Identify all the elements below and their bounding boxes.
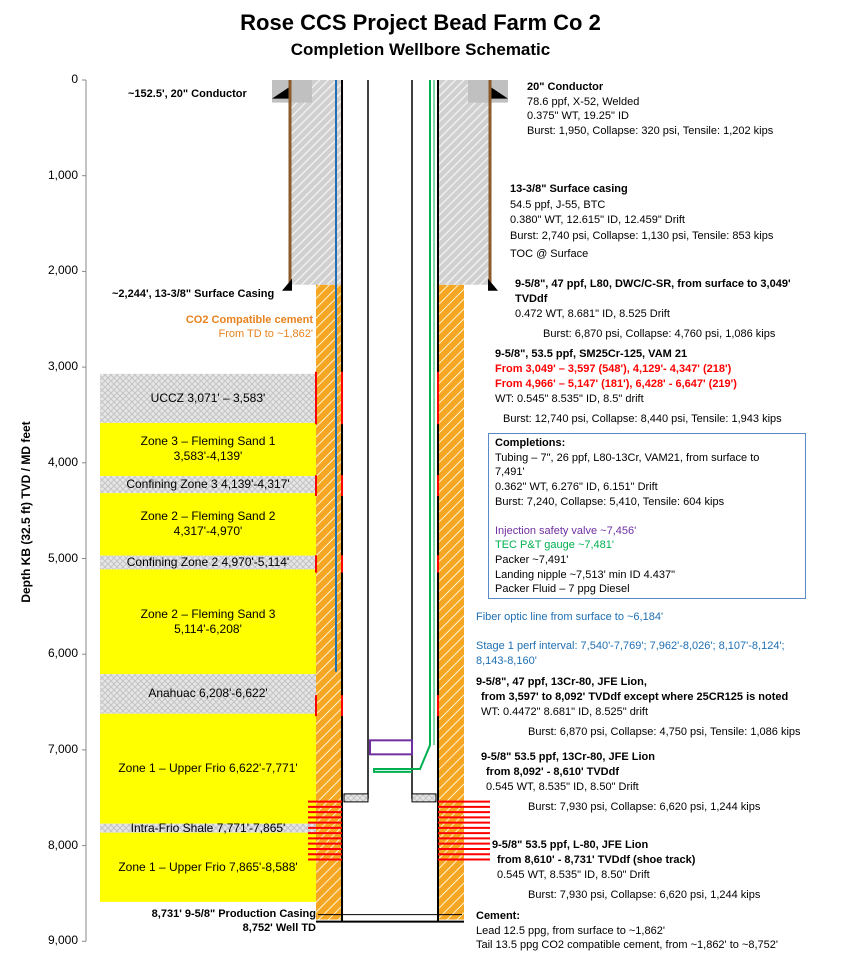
completions-title: Completions: [495, 437, 566, 449]
casing-13cr-53-line: 0.545 WT, 8.535" ID, 8.50" Drift [486, 781, 639, 793]
diagram-title: Rose CCS Project Bead Farm Co 2 [240, 10, 601, 35]
perf-interval-line: 8,143-8,160' [476, 654, 537, 667]
surface-casing-spec-line: 0.380" WT, 12.615" ID, 12.459" Drift [510, 214, 685, 226]
casing-l80-title: 9-5/8" 53.5 ppf, L-80, JFE Lion [492, 839, 649, 851]
casing-13cr-53-range: from 8,092' - 8,610' TVDdf [486, 766, 619, 778]
lead-cement-left [290, 80, 342, 285]
casing-47ppf-line: 0.472 WT, 8.681" ID, 8.525 Drift [515, 308, 670, 320]
casing-47ppf-title: 9-5/8", 47 ppf, L80, DWC/C-SR, from surface to 3,049' [515, 278, 791, 290]
surface-casing-spec-title: 13-3/8" Surface casing [510, 183, 628, 195]
conductor-left [272, 80, 312, 103]
casing-47ppf-burst: Burst: 6,870 psi, Collapse: 4,760 psi, 1,086 kips [543, 328, 776, 340]
perf-interval-label [476, 639, 785, 668]
casing-13cr-53-title: 9-5/8" 53.5 ppf, 13Cr-80, JFE Lion [481, 751, 655, 763]
y-axis-tick-label: 3,000 [47, 359, 78, 374]
casing-53ppf-title: 9-5/8", 53.5 ppf, SM25Cr-125, VAM 21 [495, 348, 688, 360]
surface-casing-spec-line: 54.5 ppf, J-55, BTC [510, 198, 606, 211]
casing-l80-spec [492, 838, 760, 903]
y-axis-tick-label: 4,000 [47, 454, 78, 469]
conductor-spec [527, 80, 773, 138]
cement-range-label: From TD to ~1,862' [218, 328, 313, 340]
production-casing-label: 8,731' 9-5/8" Production Casing [151, 908, 316, 920]
landing-nipple-label: Landing nipple ~7,513' min ID 4.437" [495, 568, 675, 581]
y-axis-tick-label: 7,000 [47, 741, 78, 756]
conductor-spec-title: 20" Conductor [527, 81, 604, 93]
cement-spec [476, 909, 778, 953]
cement-label: CO2 Compatible cement [185, 314, 313, 326]
surface-casing-spec [510, 182, 773, 263]
casing-53ppf-interval: From 4,966' – 5,147' (181'), 6,428' - 6,647' (219') [495, 378, 737, 390]
casing-13cr-53-burst: Burst: 7,930 psi, Collapse: 6,620 psi, 1,244 kips [528, 801, 761, 813]
casing-13cr-47-range: from 3,597' to 8,092' TVDdf except where 25CR125 is noted [481, 691, 789, 703]
y-axis-tick-label: 9,000 [47, 933, 78, 948]
casing-53ppf-interval: From 3,049' – 3,597 (548'), 4,129'- 4,347' (218') [495, 363, 732, 375]
completions-burst: Burst: 7,240, Collapse: 5,410, Tensile: 604 kips [495, 495, 725, 508]
packer-fluid-label: Packer Fluid – 7 ppg Diesel [495, 583, 630, 596]
toc-label: TOC @ Surface [510, 248, 589, 260]
safety-valve-label: Injection safety valve ~7,456' [495, 524, 637, 537]
cement-left [316, 285, 342, 920]
fiber-optic-label: Fiber optic line from surface to ~6,184' [476, 611, 664, 623]
casing-13cr-47-burst: Burst: 6,870 psi, Collapse: 4,750 psi, Tensile: 1,086 kips [528, 726, 801, 738]
casing-47ppf-spec [515, 277, 791, 342]
casing-l80-burst: Burst: 7,930 psi, Collapse: 6,620 psi, 1,244 kips [528, 889, 761, 901]
cement-lead: Lead 12.5 ppg, from surface to ~1,862' [476, 924, 665, 937]
safety-valve [370, 740, 412, 754]
packer-right [412, 794, 436, 802]
tec-gauge-line [374, 80, 430, 772]
completions-spec [495, 436, 759, 597]
surface-casing-spec-line: Burst: 2,740 psi, Collapse: 1,130 psi, Tensile: 853 kips [510, 229, 774, 242]
casing-53ppf-25cr-spec [495, 347, 782, 427]
completions-tubing-cont: 7,491' [495, 466, 525, 479]
casing-53ppf-line: WT: 0.545" 8.535" ID, 8.5" drift [495, 393, 644, 405]
casing-47ppf-title-cont: TVDdf [515, 293, 548, 305]
cement-tail: Tail 13.5 ppg CO2 compatible cement, from ~1,862' to ~8,752' [476, 939, 778, 951]
confining-zone-label: Anahuac 6,208'-6,622' [148, 686, 268, 701]
conductor-depth-label: ~152.5', 20" Conductor [128, 88, 247, 100]
y-axis-tick-label: 8,000 [47, 837, 78, 852]
casing-13cr-47ppf-spec [476, 675, 801, 740]
casing-13cr-47-line: WT: 0.4472" 8.681" ID, 8.525" drift [481, 706, 649, 718]
sand-zone-label: Zone 1 – Upper Frio 6,622'-7,771' [118, 761, 298, 776]
confining-zone-label: UCCZ 3,071' – 3,583' [150, 390, 266, 405]
y-axis-tick-label: 5,000 [47, 550, 78, 565]
tec-gauge-label: TEC P&T gauge ~7,481' [495, 539, 615, 552]
cement-right [438, 285, 464, 920]
confining-zone-label: Confining Zone 2 4,970'-5,114' [126, 555, 290, 570]
confining-zone-label: Confining Zone 3 4,139'-4,317' [126, 477, 290, 492]
casing-13cr-47-title: 9-5/8", 47 ppf, 13Cr-80, JFE Lion, [476, 676, 647, 688]
completions-tubing: Tubing – 7", 26 ppf, L80-13Cr, VAM21, from surface to [495, 451, 760, 464]
sand-zone-label: Zone 2 – Fleming Sand 2 4,317'-4,970' [140, 509, 276, 539]
cement-spec-title: Cement: [476, 910, 521, 922]
confining-zone-label: Intra-Frio Shale 7,771'-7,865' [130, 820, 286, 835]
conductor-right [468, 80, 508, 103]
sand-zone-label: Zone 1 – Upper Frio 7,865'-8,588' [118, 859, 298, 874]
y-axis-tick-label: 2,000 [47, 263, 78, 278]
y-axis-label: Depth KB (32.5 ft) TVD / MD feet [19, 421, 33, 603]
casing-13cr-53ppf-spec [481, 750, 760, 815]
surface-casing-depth-label: ~2,244', 13-3/8" Surface Casing [112, 288, 275, 300]
lead-cement-right [438, 80, 490, 285]
casing-l80-line: 0.545 WT, 8.535" ID, 8.50" Drift [497, 869, 650, 881]
sand-zone-label: Zone 2 – Fleming Sand 3 5,114'-6,208' [140, 606, 276, 636]
perf-interval-line: Stage 1 perf interval: 7,540'-7,769'; 7,962'-8,026'; 8,107'-8,124'; [476, 640, 785, 652]
packer-left [344, 794, 368, 802]
y-axis-tick-label: 1,000 [47, 167, 78, 182]
casing-53ppf-burst: Burst: 12,740 psi, Collapse: 8,440 psi, Tensile: 1,943 kips [503, 413, 782, 425]
diagram-subtitle: Completion Wellbore Schematic [290, 40, 551, 59]
casing-l80-range: from 8,610' - 8,731' TVDdf (shoe track) [497, 854, 696, 866]
completions-spec-line: 0.362" WT, 6.276" ID, 6.151" Drift [495, 481, 658, 494]
conductor-spec-line: 78.6 ppf, X-52, Welded [527, 95, 640, 108]
well-td-label: 8,752' Well TD [242, 922, 316, 934]
y-axis-tick-label: 6,000 [47, 646, 78, 661]
y-axis-tick-label: 0 [71, 72, 78, 86]
conductor-spec-line: Burst: 1,950, Collapse: 320 psi, Tensile: 1,202 kips [527, 124, 774, 137]
conductor-spec-line: 0.375" WT, 19.25" ID [527, 110, 629, 122]
sand-zone-label: Zone 3 – Fleming Sand 1 3,583'-4,139' [140, 434, 276, 464]
packer-label: Packer ~7,491' [495, 553, 569, 566]
